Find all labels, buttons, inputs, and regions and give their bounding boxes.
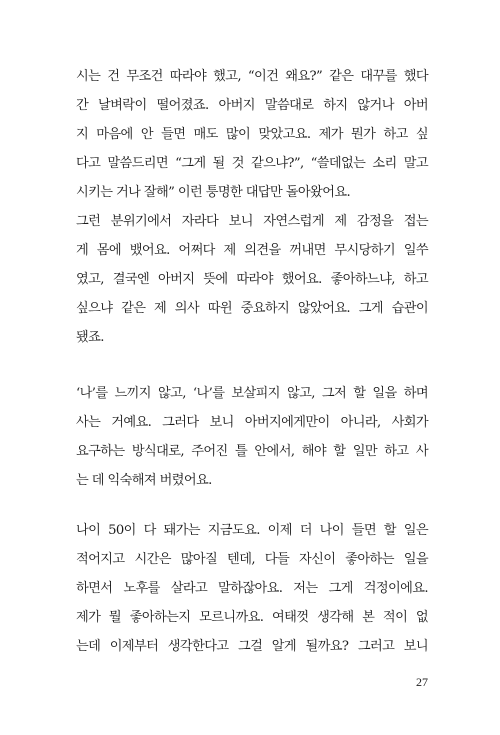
text-line: 시는 건 무조건 따라야 했고, “이건 왜요?” 같은 대꾸를 했다 [76,69,428,84]
text-line: 시키는 거나 잘해” 이런 퉁명한 대답만 돌아왔어요. [76,185,351,200]
text-line: 사는 거예요. 그러다 보니 아버지에게만이 아니라, 사회가 [76,415,428,430]
text-line: 하면서 노후를 살라고 말하잖아요. 저는 그게 걱정이에요. [76,581,428,596]
text-line: ‘나’를 느끼지 않고, ‘나’를 보살피지 않고, 그저 할 일을 하며 [76,386,428,401]
text-line: 였고, 결국엔 아버지 뜻에 따라야 했어요. 좋아하느냐, 하고 [76,272,428,287]
page-number: 27 [416,675,428,689]
text-line: 는 데 익숙해져 버렸어요. [76,473,212,488]
text-line: 요구하는 방식대로, 주어진 틀 안에서, 해야 할 일만 하고 사 [76,444,428,459]
text-line: 됐죠. [76,330,104,345]
text-line: 게 몸에 뱄어요. 어쩌다 제 의견을 꺼내면 무시당하기 일쑤 [76,243,428,258]
text-line: 나이 50이 다 돼가는 지금도요. 이제 더 나이 들면 할 일은 [76,523,428,538]
text-line: 다고 말씀드리면 “그게 될 것 같으냐?”, “쓸데없는 소리 말고 [76,156,428,171]
text-line: 적어지고 시간은 많아질 텐데, 다들 자신이 좋아하는 일을 [76,552,428,567]
text-line: 는데 이제부터 생각한다고 그걸 알게 될까요? 그러고 보니 [76,639,428,654]
paragraph [76,379,428,495]
text-line: 간 날벼락이 떨어졌죠. 아버지 말씀대로 하지 않거나 아버 [76,98,428,113]
text-line: 제가 뭘 좋아하는지 모르니까요. 여태껏 생각해 본 적이 없 [76,610,428,625]
paragraph [76,516,428,661]
paragraph [76,62,428,207]
text-line: 그런 분위기에서 자라다 보니 자연스럽게 제 감정을 접는 [76,214,428,229]
text-line: 지 마음에 안 들면 매도 많이 맞았고요. 제가 뭔가 하고 싶 [76,127,428,142]
paragraph [76,207,428,352]
text-line: 싶으냐 같은 제 의사 따윈 중요하지 않았어요. 그게 습관이 [76,301,428,316]
